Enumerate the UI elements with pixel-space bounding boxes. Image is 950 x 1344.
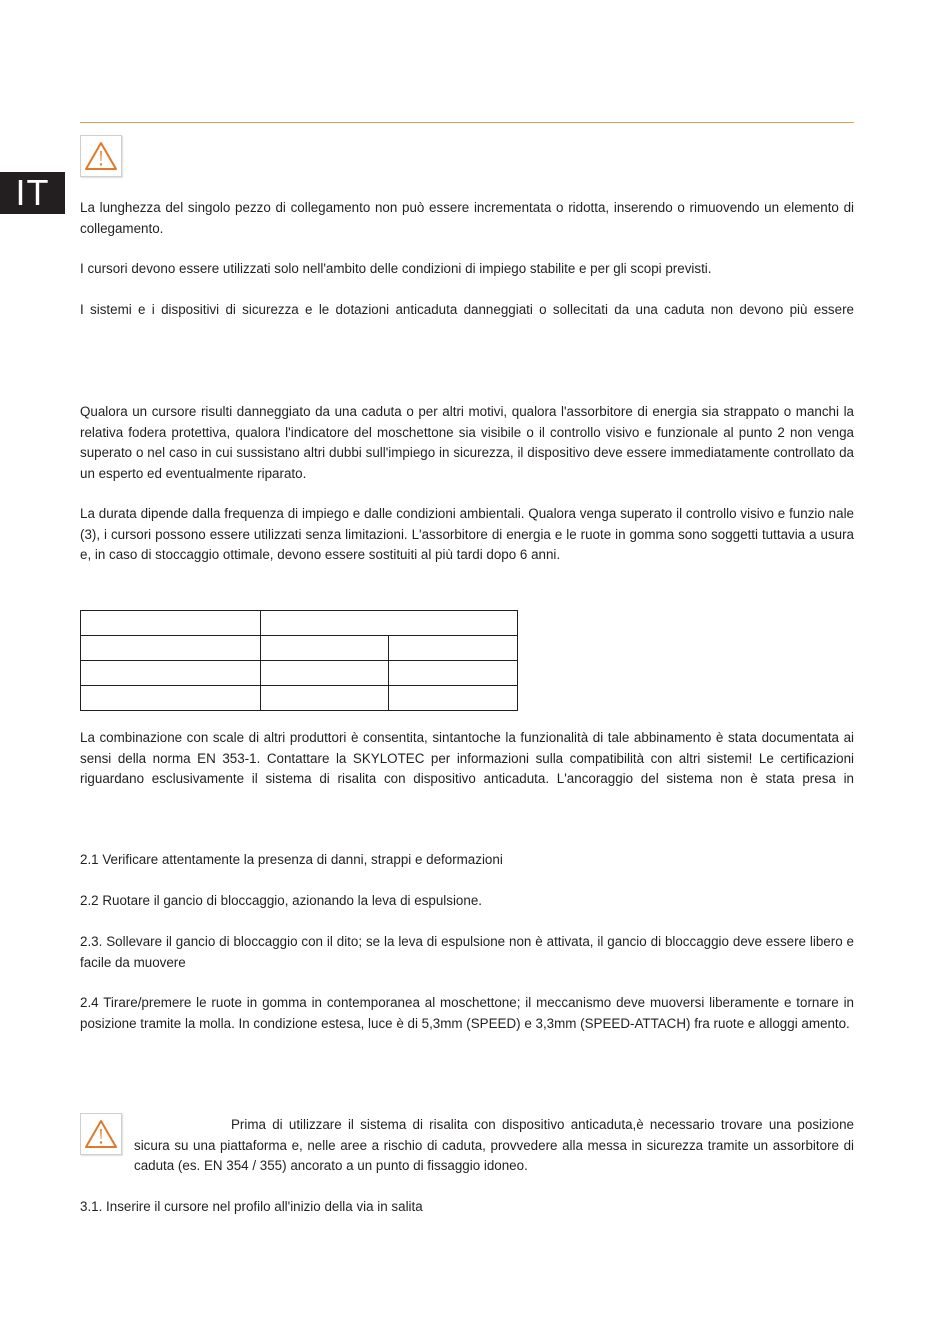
warning-triangle-icon: [84, 1118, 118, 1150]
table-cell: [261, 661, 389, 686]
paragraph-durability: La durata dipende dalla frequenza di impiego e dalle condizioni ambientali. Qualora venga superato il controllo visivo e funzio nale (3), i cursori possono essere utilizzati senza limitazioni. L'assorbitore di energia e le ruote in gomma sono soggetti tuttavia a usura e, in caso di stoccaggio ottimale, devono essere sostituiti al più tardi dopo 6 anni.: [80, 506, 854, 562]
step-2-1: 2.1 Verificare attentamente la presenza di danni, strappi e deformazioni: [80, 852, 503, 867]
specification-table: [80, 610, 518, 711]
table-cell: [389, 686, 518, 711]
warning-triangle-icon: [84, 140, 118, 172]
table-cell: [261, 686, 389, 711]
table-cell: [261, 636, 389, 661]
warning-box: [80, 135, 122, 177]
paragraph-usage-conditions: I cursori devono essere utilizzati solo nell'ambito delle condizioni di impiego stabilite e per gli scopi previsti.: [80, 261, 712, 276]
header-rule: [80, 122, 854, 123]
paragraph-compatibility: La combinazione con scale di altri produttori è consentita, sintantoche la funzionalità di tale abbinamento è stata documentata ai sensi della norma EN 353-1. Contattare la SKYLOTEC per informazioni sulla compatibilità con altri sistemi! Le certificazioni riguardano esclusivamente il sistema di risalita con dispositivo anticaduta. L'ancoraggio del sistema non è stata presa in: [80, 730, 854, 786]
warning-box: [80, 1113, 122, 1155]
paragraph-damaged-systems: I sistemi e i dispositivi di sicurezza e le dotazioni anticaduta danneggiati o sollecitati da una caduta non devono più essere: [80, 302, 854, 317]
table-cell: [389, 636, 518, 661]
paragraph-damaged-cursor: Qualora un cursore risulti danneggiato da una caduta o per altri motivi, qualora l'assorbitore di energia sia strappato o manchi la relativa fodera protettiva, qualora l'indicatore del moschettone sia visibile o il controllo visivo e funzionale al punto 2 non venga superato o nel caso in cui sussistano altri dubbi sull'impiego in sicurezza, il dispositivo deve essere immediatamente controllato da un esperto ed eventualmente riparato.: [80, 404, 854, 481]
table-row: [81, 661, 518, 686]
step-2-3: 2.3. Sollevare il gancio di bloccaggio con il dito; se la leva di espulsione non è attivata, il gancio di bloccaggio deve essere libero e facile da muovere: [80, 934, 854, 970]
table-row: [81, 611, 518, 636]
table-cell: [81, 636, 261, 661]
paragraph-warning-platform: Prima di utilizzare il sistema di risalita con dispositivo anticaduta,è necessario trovare una posizione sicura su una piattaforma e, nelle aree a rischio di caduta, provvedere alla messa in sicurezza tramite un assorbitore di caduta (es. EN 354 / 355) ancorato a un punto di fissaggio idoneo.: [134, 1117, 854, 1173]
table-cell: [81, 686, 261, 711]
table-row: [81, 636, 518, 661]
table-cell: [81, 611, 261, 636]
table-cell: [261, 611, 518, 636]
step-3-1: 3.1. Inserire il cursore nel profilo all'inizio della via in salita: [80, 1199, 423, 1214]
step-2-2: 2.2 Ruotare il gancio di bloccaggio, azionando la leva di espulsione.: [80, 893, 482, 908]
table-row: [81, 686, 518, 711]
language-tab: IT: [0, 172, 65, 214]
table-cell: [389, 661, 518, 686]
paragraph-connection-length: La lunghezza del singolo pezzo di collegamento non può essere incrementata o ridotta, inserendo o rimuovendo un elemento di collegamento.: [80, 200, 854, 236]
step-2-4: 2.4 Tirare/premere le ruote in gomma in contemporanea al moschettone; il meccanismo deve muoversi liberamente e tornare in posizione tramite la molla. In condizione estesa, luce è di 5,3mm (SPEED) e 3,3mm (SPEED-ATTACH) fra ruote e alloggi amento.: [80, 995, 854, 1031]
table-cell: [81, 661, 261, 686]
